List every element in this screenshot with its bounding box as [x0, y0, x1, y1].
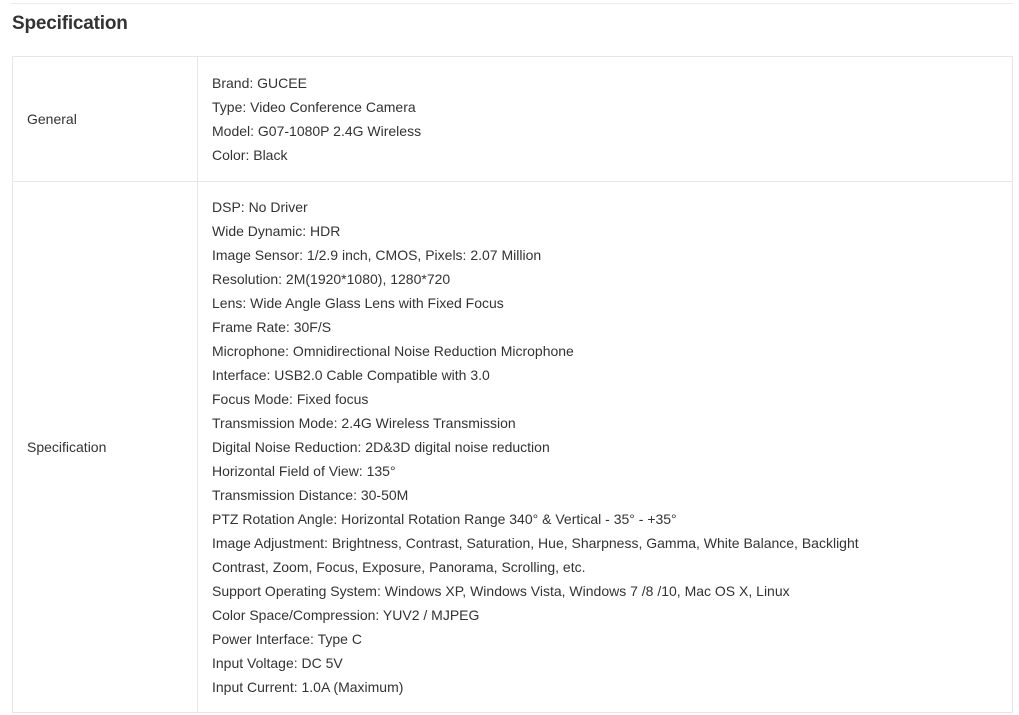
spec-line: Wide Dynamic: HDR	[212, 223, 341, 239]
spec-line: Lens: Wide Angle Glass Lens with Fixed Focus	[212, 295, 504, 311]
top-divider	[10, 3, 1013, 4]
spec-line: Resolution: 2M(1920*1080), 1280*720	[212, 271, 451, 287]
spec-line: Transmission Mode: 2.4G Wireless Transmission	[212, 415, 516, 431]
section-title: Specification	[12, 13, 128, 34]
spec-line: Image Sensor: 1/2.9 inch, CMOS, Pixels: 2.07 Million	[212, 247, 542, 263]
row-label: General	[13, 57, 198, 182]
spec-line: Support Operating System: Windows XP, Windows Vista, Windows 7 /8 /10, Mac OS X, Linux	[212, 583, 790, 599]
row-label: Specification	[13, 182, 198, 713]
table-row-specification	[13, 182, 1013, 713]
spec-line: Frame Rate: 30F/S	[212, 319, 332, 335]
spec-line: Input Voltage: DC 5V	[212, 655, 343, 671]
spec-line: Interface: USB2.0 Cable Compatible with 3.0	[212, 367, 490, 383]
spec-line: Brand: GUCEE	[212, 75, 307, 91]
spec-line: Input Current: 1.0A (Maximum)	[212, 679, 404, 695]
spec-line: Transmission Distance: 30-50M	[212, 487, 409, 503]
spec-line: Model: G07-1080P 2.4G Wireless	[212, 123, 422, 139]
spec-line: Power Interface: Type C	[212, 631, 362, 647]
row-values	[198, 182, 1013, 713]
spec-line: Microphone: Omnidirectional Noise Reduction Microphone	[212, 343, 574, 359]
table-row-general	[13, 57, 1013, 182]
spec-line: PTZ Rotation Angle: Horizontal Rotation Range 340° & Vertical - 35° - +35°	[212, 511, 677, 527]
row-values	[198, 57, 1013, 182]
spec-line: Contrast, Zoom, Focus, Exposure, Panorama, Scrolling, etc.	[212, 559, 586, 575]
spec-line: Color Space/Compression: YUV2 / MJPEG	[212, 607, 480, 623]
spec-line: Type: Video Conference Camera	[212, 99, 416, 115]
spec-line: Horizontal Field of View: 135°	[212, 463, 396, 479]
spec-line: Digital Noise Reduction: 2D&3D digital noise reduction	[212, 439, 550, 455]
spec-line: Color: Black	[212, 147, 288, 163]
spec-line: Image Adjustment: Brightness, Contrast, Saturation, Hue, Sharpness, Gamma, White Balance, Backlight	[212, 535, 859, 551]
spec-line: DSP: No Driver	[212, 199, 308, 215]
spec-line: Focus Mode: Fixed focus	[212, 391, 369, 407]
spec-table	[12, 56, 1013, 713]
